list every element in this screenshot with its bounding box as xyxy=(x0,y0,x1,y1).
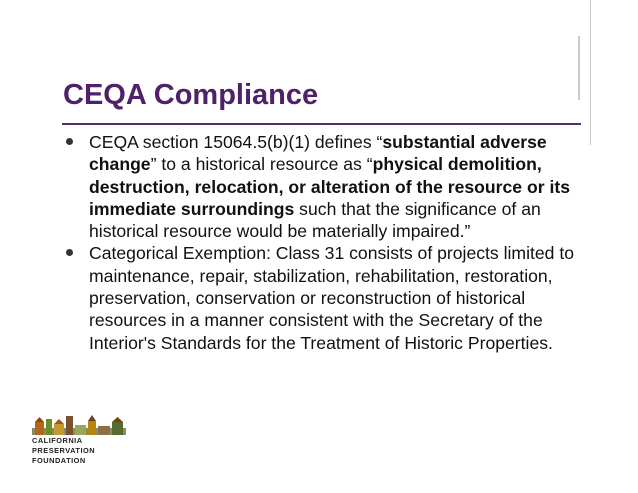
slide-content xyxy=(66,131,586,354)
text-segment-bold: substantial adverse change xyxy=(89,132,547,175)
bullet-text xyxy=(89,131,586,242)
logo-text-foundation: FOUNDATION xyxy=(32,456,86,465)
building-silhouettes-icon xyxy=(32,413,126,435)
bullet-icon xyxy=(66,138,73,145)
text-segment: ” to a historical resource as “ xyxy=(150,154,373,175)
slide-title: CEQA Compliance xyxy=(63,79,319,111)
logo-text-preservation: PRESERVATION xyxy=(32,446,96,455)
decorative-line-2 xyxy=(590,0,591,145)
bullet-text xyxy=(89,242,586,353)
logo-text-california: CALIFORNIA xyxy=(32,436,83,445)
california-preservation-foundation-logo xyxy=(32,413,126,468)
bullet-icon xyxy=(66,249,73,256)
text-segment: CEQA section 15064.5(b)(1) defines “ xyxy=(89,132,383,152)
text-segment: Categorical Exemption: Class 31 consists of projects limited to maintenance, repair, stabilization, rehabilitation, restoration, preservation, conservation or reconstruction of historical resources in a manner consistent with the Secretary of the Interior's Standards for the Treatment of Historic Properties. xyxy=(89,243,575,353)
text-segment-bold: physical demolition, destruction, relocation, or alteration of the resource or its immediate surroundings xyxy=(89,154,570,219)
text-segment: such that the significance of an historical resource would be materially impaired.” xyxy=(89,198,541,242)
title-rule xyxy=(62,123,581,125)
decorative-line-1 xyxy=(578,36,580,100)
bullet-item-ceqa-section xyxy=(66,131,586,242)
bullet-item-categorical-exemption xyxy=(66,242,586,353)
